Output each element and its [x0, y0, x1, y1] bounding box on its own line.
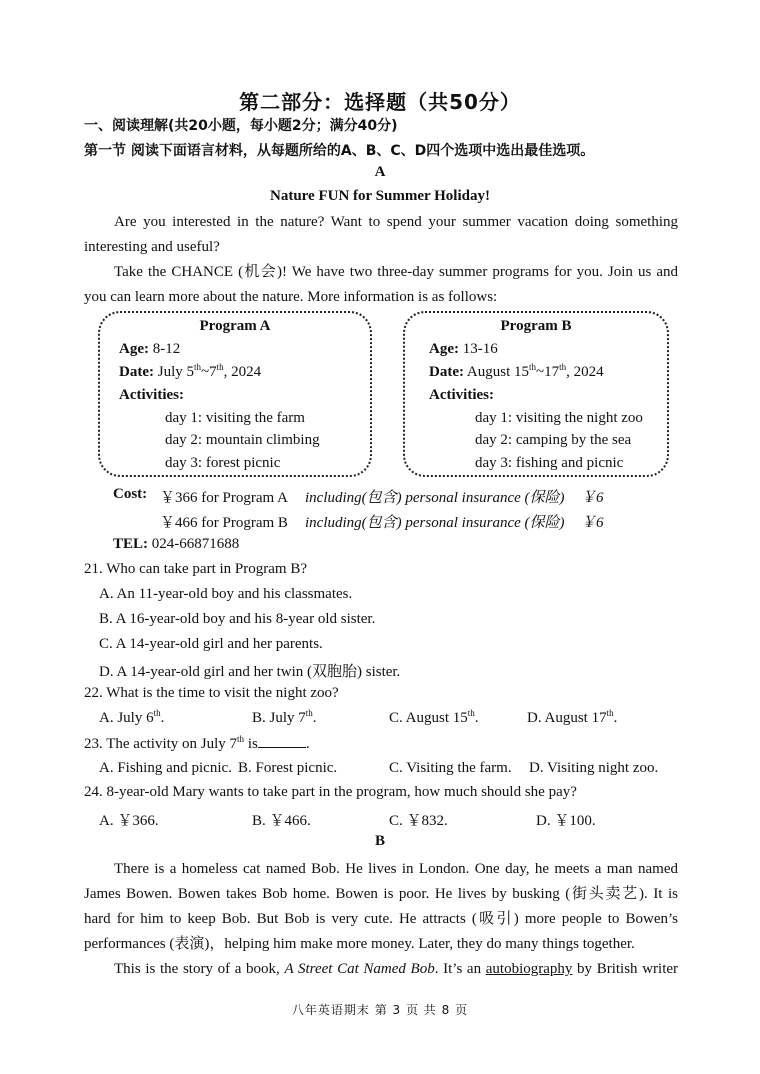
age-value: 13-16: [462, 341, 498, 357]
age-label: Age:: [119, 341, 149, 357]
question-23-option-a: A. Fishing and picnic.: [99, 760, 232, 776]
section-reading-heading: 一、阅读理解(共20小题，每小题2分；满分40分): [84, 118, 398, 134]
program-b-day3: day 3: fishing and picnic: [475, 455, 624, 471]
date-part: July 5: [157, 364, 194, 380]
question-24-option-d: D. ￥100.: [536, 813, 596, 829]
question-22-option-b: [252, 710, 317, 727]
question-21-option-c: C. A 14-year-old girl and her parents.: [99, 636, 323, 652]
program-b-activities-label: Activities:: [429, 387, 494, 403]
option-text: C. August 15: [389, 710, 468, 726]
option-text: D. August 17: [527, 710, 607, 726]
program-b-day2: day 2: camping by the sea: [475, 432, 632, 448]
age-label: Age:: [429, 341, 459, 357]
underlined-word: autobiography: [485, 961, 573, 977]
question-22-option-d: [527, 710, 617, 727]
option-text: B. July 7: [252, 710, 306, 726]
option-end: .: [613, 710, 618, 726]
program-a-date: [119, 364, 261, 381]
question-23-stem: [84, 735, 310, 753]
program-b-title: Program B: [500, 318, 572, 334]
passage-b-line-1: There is a homeless cat named Bob. He lives in London. One day, he meets a man named: [114, 861, 678, 877]
ordinal-suffix: th: [559, 362, 567, 372]
passage-b-letter: B: [374, 833, 385, 849]
page-footer: 八年英语期末 第 3 页 共 8 页: [291, 1003, 469, 1017]
program-b-age: [429, 341, 498, 358]
ordinal-suffix: th: [305, 708, 313, 718]
question-23-option-d: D. Visiting night zoo.: [529, 760, 659, 776]
ordinal-suffix: th: [216, 362, 224, 372]
text-line: interesting and useful?: [84, 239, 220, 255]
date-part: ~7: [201, 364, 217, 380]
passage-b-line-3: hard for him to keep Bob. But Bob is very cute. He attracts (吸引) more people to Bowen’s: [84, 911, 678, 927]
option-end: .: [474, 710, 479, 726]
cost-program-a: ￥366 for Program A: [160, 490, 288, 506]
option-text: A. July 6: [99, 710, 154, 726]
ordinal-suffix: th: [153, 708, 161, 718]
stem-text: is: [244, 736, 258, 752]
section-title: 第二部分：选择题（共50分）: [239, 90, 521, 114]
date-part: August 15: [466, 364, 530, 380]
program-a-day2: day 2: mountain climbing: [165, 432, 320, 448]
ordinal-suffix: th: [237, 734, 245, 744]
text-part: This is the story of a book,: [114, 961, 285, 977]
cost-program-b: ￥466 for Program B: [160, 515, 288, 531]
text-line: Are you interested in the nature? Want to spend your summer vacation doing something: [114, 214, 678, 230]
date-part: ~17: [536, 364, 560, 380]
book-title: A Street Cat Named Bob: [284, 961, 435, 977]
date-label: Date:: [429, 364, 464, 380]
program-a-day3: day 3: forest picnic: [165, 455, 281, 471]
question-24-option-a: A. ￥366.: [99, 813, 159, 829]
tel-label: TEL:: [113, 536, 149, 552]
insurance-fee: ￥6: [581, 490, 604, 506]
date-part: , 2024: [223, 364, 262, 380]
stem-text: 23. The activity on July 7: [84, 736, 238, 752]
option-end: .: [160, 710, 165, 726]
text-line: Take the CHANCE (机会)! We have two three-day summer programs for you. Join us and: [114, 264, 678, 280]
passage-b-line-4: performances (表演)，helping him make more money. Later, they do many things together.: [84, 936, 635, 952]
question-24-option-c: C. ￥832.: [389, 813, 448, 829]
text-line: you can learn more about the nature. More information is as follows:: [84, 289, 498, 305]
passage-a-letter: A: [374, 164, 386, 180]
passage-b-line-5: [84, 957, 678, 982]
passage-a-paragraph-2: [84, 260, 678, 285]
passage-a-heading: Nature FUN for Summer Holiday!: [270, 188, 490, 204]
program-a-title: Program A: [199, 318, 271, 334]
question-24-stem: 24. 8-year-old Mary wants to take part in the program, how much should she pay?: [84, 784, 577, 800]
question-21-stem: 21. Who can take part in Program B?: [84, 561, 307, 577]
date-part: , 2024: [566, 364, 604, 380]
question-21-option-a: A. An 11-year-old boy and his classmates.: [99, 586, 353, 602]
telephone: [113, 536, 239, 553]
ordinal-suffix: th: [194, 362, 202, 372]
insurance-note: including(包含) personal insurance (保险): [305, 515, 565, 531]
text-part: by British writer: [572, 961, 679, 977]
section-instruction: 第一节 阅读下面语言材料，从每题所给的A、B、C、D四个选项中选出最佳选项。: [84, 143, 595, 159]
question-22-option-a: [99, 710, 164, 727]
date-label: Date:: [119, 364, 154, 380]
insurance-fee: ￥6: [581, 515, 604, 531]
question-22-option-c: [389, 710, 479, 727]
question-23-option-b: B. Forest picnic.: [238, 760, 338, 776]
question-21-option-d: D. A 14-year-old girl and her twin (双胞胎) sister.: [99, 664, 401, 680]
cost-label: Cost:: [113, 486, 148, 502]
passage-b-line-2: James Bowen. Bowen takes Bob home. Bowen is poor. He lives by busking (街头卖艺). It is: [84, 886, 678, 902]
program-b-date: [429, 364, 604, 381]
question-24-option-b: B. ￥466.: [252, 813, 311, 829]
tel-number: 024-66871688: [151, 536, 240, 552]
text-part: . It’s an: [434, 961, 486, 977]
age-value: 8-12: [152, 341, 181, 357]
passage-a-paragraph-1: [84, 210, 678, 235]
option-end: .: [312, 710, 317, 726]
program-a-day1: day 1: visiting the farm: [165, 410, 305, 426]
program-a-age: [119, 341, 180, 358]
ordinal-suffix: th: [606, 708, 614, 718]
question-21-option-b: B. A 16-year-old boy and his 8-year old sister.: [99, 611, 376, 627]
question-23-option-c: C. Visiting the farm.: [389, 760, 512, 776]
answer-blank: [258, 735, 306, 748]
ordinal-suffix: th: [529, 362, 537, 372]
program-a-activities-label: Activities:: [119, 387, 184, 403]
question-22-stem: 22. What is the time to visit the night zoo?: [84, 685, 339, 701]
program-b-day1: day 1: visiting the night zoo: [475, 410, 643, 426]
stem-end: .: [305, 736, 310, 752]
insurance-note: including(包含) personal insurance (保险): [305, 490, 565, 506]
ordinal-suffix: th: [467, 708, 475, 718]
